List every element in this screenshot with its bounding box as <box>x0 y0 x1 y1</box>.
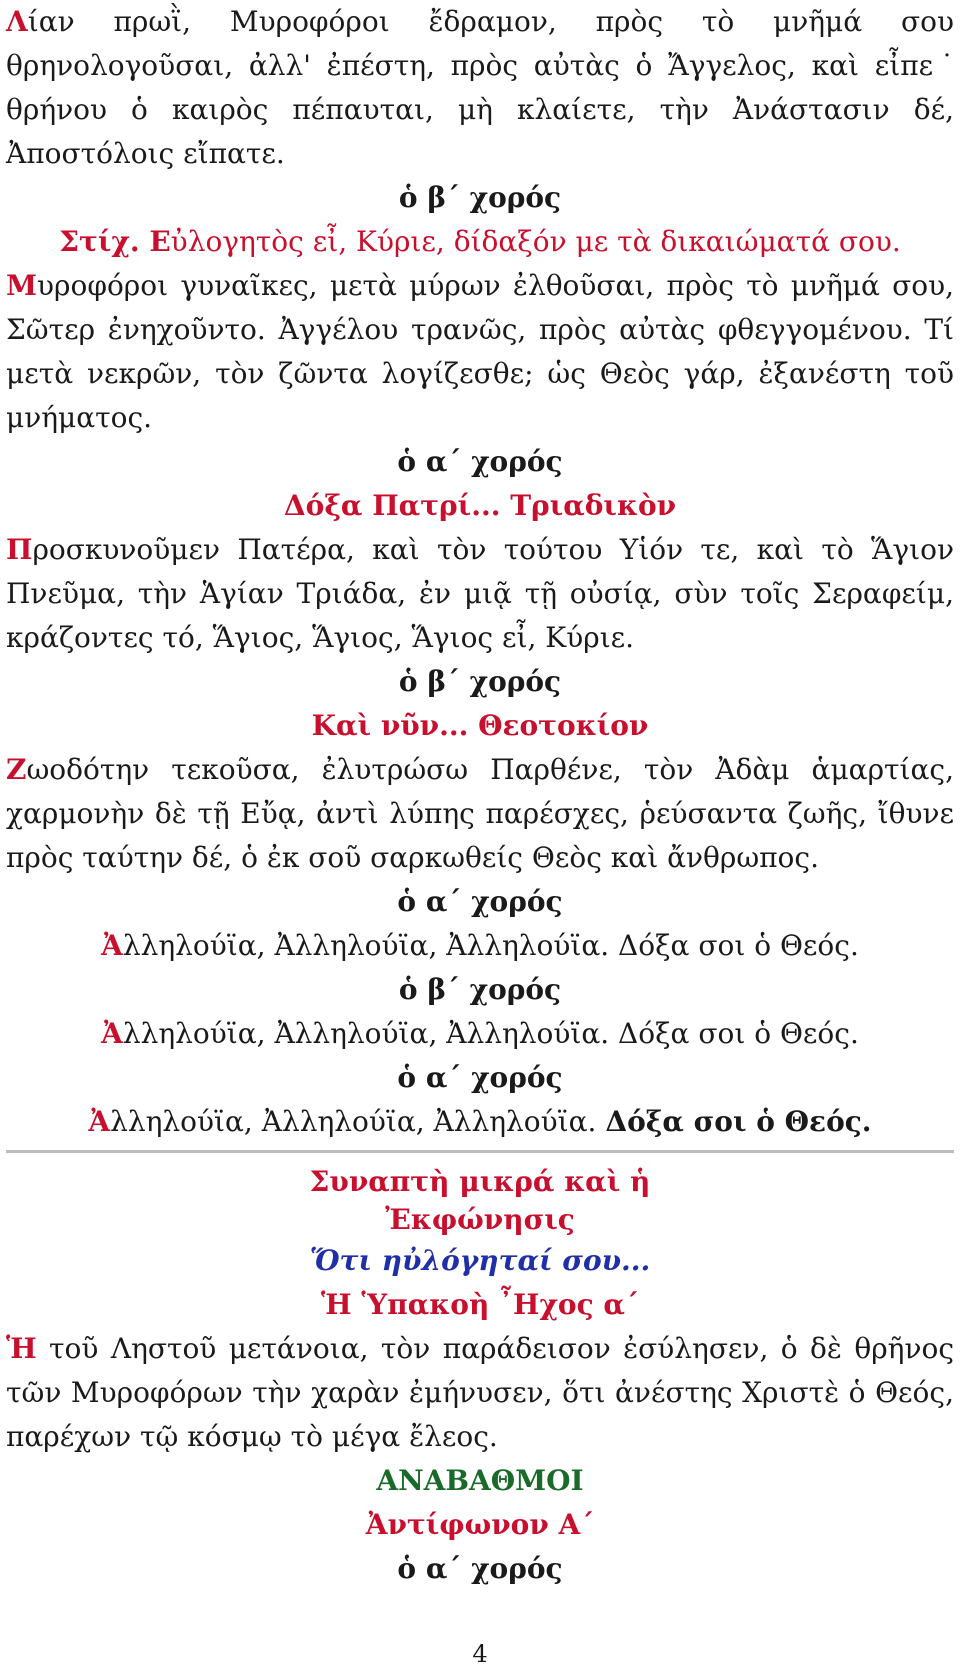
drop-initial: Ζ <box>6 753 27 786</box>
anavathmoi-heading: ΑΝΑΒΑΘΜΟΙ <box>376 1464 584 1497</box>
paragraph-text: ίαν πρωῒ, Μυροφόροι ἔδραμον, πρὸς τὸ μνῆμά σου θρηνολογοῦσαι, ἀλλ' ἐπέστη, πρὸς αὐτὰς ὁ Ἄγγελος, καὶ εἶπε˙ θρήνου ὁ καιρὸς πέπαυται, μὴ κλαίετε, τὴν Ἀνάστασιν δέ, Ἀποστόλοις εἴπατε. <box>6 5 954 170</box>
paragraph-text: τοῦ Ληστοῦ μετάνοια, τὸν παράδεισον ἐσύλησεν, ὁ δὲ θρῆνος τῶν Μυροφόρων τὴν χαρὰν ἐμήνυσεν, ὅτι ἀνέστης Χριστὲ ὁ Θεός, παρέχων τῷ κόσμῳ τὸ μέγα ἔλεος. <box>6 1332 954 1453</box>
alleluia-line <box>6 1012 954 1056</box>
paragraph-ypakoi <box>6 1327 954 1459</box>
choir-label: ὁ β΄ χορός <box>398 665 562 698</box>
choir-label: ὁ α΄ χορός <box>397 885 563 918</box>
alleluia-line <box>6 1100 954 1144</box>
document-page <box>6 0 954 1591</box>
alleluia-text: λληλούϊα, Ἀλληλούϊα, Ἀλληλούϊα. Δόξα σοι ὁ Θεός. <box>122 929 859 962</box>
choir-label: ὁ α΄ χορός <box>397 445 563 478</box>
choir-label: ὁ β΄ χορός <box>398 973 562 1006</box>
section-divider <box>6 1150 954 1153</box>
ekfonisis-text: Ὅτι ηὐλόγηταί σου... <box>309 1244 651 1277</box>
alleluia-text: λληλούϊα, Ἀλληλούϊα, Ἀλληλούϊα. Δόξα σοι ὁ Θεός. <box>122 1017 859 1050</box>
drop-initial: Π <box>6 533 33 566</box>
ypakoi-heading: Ἡ Ὑπακοὴ ῏Ηχος α΄ <box>321 1288 639 1321</box>
alleluia-text: λληλούϊα, Ἀλληλούϊα, Ἀλληλούϊα. <box>110 1105 606 1138</box>
synapti-heading-line1: Συναπτὴ μικρά καὶ ἡ <box>309 1165 651 1198</box>
paragraph-theotokion <box>6 748 954 880</box>
paragraph-troparion-2 <box>6 264 954 440</box>
stichos-text: ὐλογητὸς εἶ, Κύριε, δίδαξόν με τὰ δικαιώματά σου. <box>170 225 901 258</box>
choir-label: ὁ α΄ χορός <box>397 1552 563 1585</box>
paragraph-text: ροσκυνοῦμεν Πατέρα, καὶ τὸν τούτου Υἱόν τε, καὶ τὸ Ἅγιον Πνεῦμα, τὴν Ἁγίαν Τριάδα, ἐν μιᾷ τῇ οὐσίᾳ, σὺν τοῖς Σεραφείμ, κράζοντες τό, Ἅγιος, Ἅγιος, Ἅγιος εἶ, Κύριε. <box>6 533 954 654</box>
kai-nyn-heading: Καὶ νῦν... Θεοτοκίον <box>311 709 649 742</box>
drop-initial: Ἀ <box>101 929 123 962</box>
page-number: 4 <box>472 1640 488 1668</box>
paragraph-troparion-1 <box>6 0 954 176</box>
drop-initial: Ἡ <box>6 1332 37 1365</box>
synapti-heading-line2: Ἐκφώνησις <box>385 1203 575 1236</box>
paragraph-text: υροφόροι γυναῖκες, μετὰ μύρων ἐλθοῦσαι, πρὸς τὸ μνῆμά σου, Σῶτερ ἐνηχοῦντο. Ἀγγέλου τρανῶς, πρὸς αὐτὰς φθεγγομένου. Τί μετὰ νεκρῶν, τὸν ζῶντα λογίζεσθε; ὡς Θεὸς γάρ, ἐξανέστη τοῦ μνήματος. <box>6 269 954 434</box>
alleluia-bold-text: Δόξα σοι ὁ Θεός. <box>605 1105 872 1138</box>
alleluia-line <box>6 924 954 968</box>
paragraph-text: ωοδότην τεκοῦσα, ἐλυτρώσω Παρθένε, τὸν Ἀδὰμ ἁμαρτίας, χαρμονὴν δὲ τῇ Εὔᾳ, ἀντὶ λύπης παρέσχες, ῥεύσαντα ζωῆς, ἴθυνε πρὸς ταύτην δέ, ὁ ἐκ σοῦ σαρκωθείς Θεὸς καὶ ἄνθρωπος. <box>6 753 954 874</box>
drop-initial: Μ <box>6 269 37 302</box>
doxa-heading: Δόξα Πατρί... Τριαδικὸν <box>283 489 677 522</box>
drop-initial: Ἀ <box>101 1017 123 1050</box>
stichos-label: Στίχ. Ε <box>59 225 171 258</box>
stichos-verse <box>6 220 954 264</box>
paragraph-triadikon <box>6 528 954 660</box>
choir-label: ὁ β΄ χορός <box>398 181 562 214</box>
drop-initial: Λ <box>6 5 28 38</box>
choir-label: ὁ α΄ χορός <box>397 1061 563 1094</box>
antifonon-heading: Ἀντίφωνον Α΄ <box>365 1508 595 1541</box>
drop-initial: Ἀ <box>88 1105 111 1138</box>
